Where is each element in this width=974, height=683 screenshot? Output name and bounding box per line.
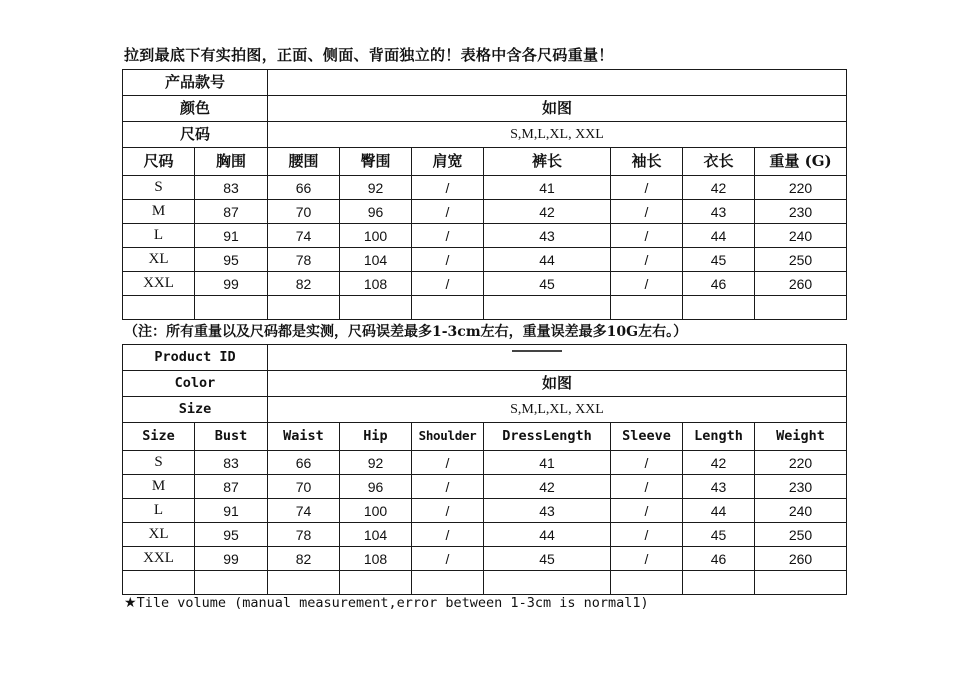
size-table-english — [122, 344, 847, 595]
color-label: 颜色 — [123, 96, 268, 122]
table-cell: 91 — [195, 499, 268, 523]
table-cell: L — [123, 499, 195, 523]
table-cell: 82 — [268, 547, 340, 571]
column-header: Length — [683, 423, 755, 451]
table-cell: L — [123, 224, 195, 248]
table-cell: / — [412, 224, 484, 248]
table-cell: XL — [123, 523, 195, 547]
table-row — [123, 248, 847, 272]
table-row — [123, 272, 847, 296]
column-header: 臀围 — [340, 148, 412, 176]
column-header: 肩宽 — [412, 148, 484, 176]
table-cell: 108 — [340, 272, 412, 296]
table-cell: 70 — [268, 475, 340, 499]
column-header: 腰围 — [268, 148, 340, 176]
column-header: DressLength — [484, 423, 611, 451]
redaction-mark — [512, 350, 562, 352]
product-id-value — [268, 345, 847, 371]
table-cell: 42 — [683, 176, 755, 200]
table-cell: 74 — [268, 499, 340, 523]
table-cell — [484, 571, 611, 595]
table-cell: 220 — [755, 176, 847, 200]
column-header: 重量 (G) — [755, 148, 847, 176]
table-cell — [195, 296, 268, 320]
table-cell: 104 — [340, 248, 412, 272]
table-cell — [683, 571, 755, 595]
table-cell: 95 — [195, 248, 268, 272]
table-cell: / — [412, 451, 484, 475]
column-header: Sleeve — [611, 423, 683, 451]
table-cell: XXL — [123, 547, 195, 571]
table-cell: / — [611, 272, 683, 296]
table-cell: 41 — [484, 451, 611, 475]
table-cell: 43 — [683, 200, 755, 224]
table-cell — [340, 296, 412, 320]
table-cell: / — [412, 499, 484, 523]
size-row — [123, 397, 847, 423]
column-header: Size — [123, 423, 195, 451]
column-header: 袖长 — [611, 148, 683, 176]
table-cell: 66 — [268, 451, 340, 475]
table-cell: / — [412, 523, 484, 547]
table-cell: / — [611, 523, 683, 547]
table-cell: / — [412, 475, 484, 499]
table-cell: 99 — [195, 272, 268, 296]
table-cell — [123, 296, 195, 320]
size-label: 尺码 — [123, 122, 268, 148]
header-row — [123, 423, 847, 451]
table-cell: 92 — [340, 176, 412, 200]
table-cell: 87 — [195, 475, 268, 499]
table-cell: 45 — [683, 523, 755, 547]
size-value: S,M,L,XL, XXL — [268, 122, 847, 148]
table-cell — [683, 296, 755, 320]
table-cell: 83 — [195, 451, 268, 475]
product-id-row — [123, 345, 847, 371]
product-id-label: 产品款号 — [123, 70, 268, 96]
measurement-note: （注：所有重量以及尺码都是实测，尺码误差最多1-3cm左右，重量误差最多10G左右。） — [124, 324, 688, 340]
color-value: 如图 — [268, 96, 847, 122]
table-cell: / — [611, 224, 683, 248]
header-row — [123, 148, 847, 176]
table-cell: 46 — [683, 547, 755, 571]
table-cell — [123, 571, 195, 595]
table-cell: / — [611, 547, 683, 571]
table-cell: / — [412, 547, 484, 571]
size-label: Size — [123, 397, 268, 423]
table-cell: 41 — [484, 176, 611, 200]
table-cell: 45 — [484, 272, 611, 296]
table-cell — [484, 296, 611, 320]
table-cell: / — [611, 248, 683, 272]
table-cell: 74 — [268, 224, 340, 248]
size-value: S,M,L,XL, XXL — [268, 397, 847, 423]
table-row — [123, 499, 847, 523]
table-cell: 95 — [195, 523, 268, 547]
table-row — [123, 475, 847, 499]
table-cell — [611, 571, 683, 595]
color-row — [123, 371, 847, 397]
table-cell: M — [123, 475, 195, 499]
table-cell: XL — [123, 248, 195, 272]
table-cell: 44 — [484, 523, 611, 547]
table-cell — [611, 296, 683, 320]
top-note: 拉到最底下有实拍图，正面、侧面、背面独立的！表格中含各尺码重量！ — [124, 46, 614, 64]
tile-volume-note — [124, 595, 649, 611]
table-cell: 43 — [484, 224, 611, 248]
table-cell: 96 — [340, 200, 412, 224]
table-cell: 100 — [340, 224, 412, 248]
table-cell: / — [412, 272, 484, 296]
table-cell: / — [611, 176, 683, 200]
table-cell: 108 — [340, 547, 412, 571]
table-cell: 99 — [195, 547, 268, 571]
table-cell: 44 — [683, 224, 755, 248]
column-header: Bust — [195, 423, 268, 451]
table-cell — [412, 571, 484, 595]
table-cell: 240 — [755, 224, 847, 248]
table-cell: / — [611, 475, 683, 499]
size-row — [123, 122, 847, 148]
table-cell: S — [123, 176, 195, 200]
table-cell: 91 — [195, 224, 268, 248]
table-cell: 45 — [484, 547, 611, 571]
table-cell: S — [123, 451, 195, 475]
table-row — [123, 224, 847, 248]
table-cell: 66 — [268, 176, 340, 200]
column-header: 衣长 — [683, 148, 755, 176]
column-header: Waist — [268, 423, 340, 451]
table-cell: 43 — [484, 499, 611, 523]
column-header: 胸围 — [195, 148, 268, 176]
table-cell: 45 — [683, 248, 755, 272]
column-header: Hip — [340, 423, 412, 451]
table-cell: 240 — [755, 499, 847, 523]
table-cell — [412, 296, 484, 320]
table-cell: / — [412, 248, 484, 272]
table-cell: 250 — [755, 248, 847, 272]
table-cell: 92 — [340, 451, 412, 475]
table-cell — [195, 571, 268, 595]
table-row — [123, 451, 847, 475]
table-cell — [755, 571, 847, 595]
table-cell: 44 — [683, 499, 755, 523]
column-header: Shoulder — [412, 423, 484, 451]
table-row — [123, 176, 847, 200]
table-cell: 78 — [268, 248, 340, 272]
table-cell: 96 — [340, 475, 412, 499]
table-cell: 230 — [755, 475, 847, 499]
table-row — [123, 523, 847, 547]
table-row — [123, 200, 847, 224]
column-header: 裤长 — [484, 148, 611, 176]
table-cell: XXL — [123, 272, 195, 296]
star-icon: ★ — [124, 595, 137, 611]
table-cell — [268, 571, 340, 595]
table-cell: 46 — [683, 272, 755, 296]
table-cell: 260 — [755, 272, 847, 296]
table-cell: 42 — [683, 451, 755, 475]
table-cell — [340, 571, 412, 595]
table-cell: 42 — [484, 200, 611, 224]
table-cell: 78 — [268, 523, 340, 547]
color-row — [123, 96, 847, 122]
table-cell: 82 — [268, 272, 340, 296]
size-table-chinese — [122, 69, 847, 320]
table-cell: / — [611, 200, 683, 224]
color-value: 如图 — [268, 371, 847, 397]
column-header: Weight — [755, 423, 847, 451]
table-cell: 43 — [683, 475, 755, 499]
table-cell: M — [123, 200, 195, 224]
table-cell: 70 — [268, 200, 340, 224]
product-id-label: Product ID — [123, 345, 268, 371]
table-cell: 100 — [340, 499, 412, 523]
product-id-value — [268, 70, 847, 96]
table-cell: 42 — [484, 475, 611, 499]
tile-volume-text: Tile volume (manual measurement,error between 1-3cm is normal1) — [136, 595, 649, 611]
table-cell: 250 — [755, 523, 847, 547]
color-label: Color — [123, 371, 268, 397]
table-cell: / — [611, 499, 683, 523]
table-row — [123, 296, 847, 320]
table-cell: 44 — [484, 248, 611, 272]
table-cell: 220 — [755, 451, 847, 475]
table-cell: 83 — [195, 176, 268, 200]
table-cell: 230 — [755, 200, 847, 224]
column-header: 尺码 — [123, 148, 195, 176]
table-cell — [755, 296, 847, 320]
table-cell: / — [412, 200, 484, 224]
table-cell: / — [412, 176, 484, 200]
table-row — [123, 547, 847, 571]
table-cell: 260 — [755, 547, 847, 571]
table-row — [123, 571, 847, 595]
product-id-row — [123, 70, 847, 96]
table-cell: 104 — [340, 523, 412, 547]
table-cell — [268, 296, 340, 320]
table-cell: 87 — [195, 200, 268, 224]
table-cell: / — [611, 451, 683, 475]
